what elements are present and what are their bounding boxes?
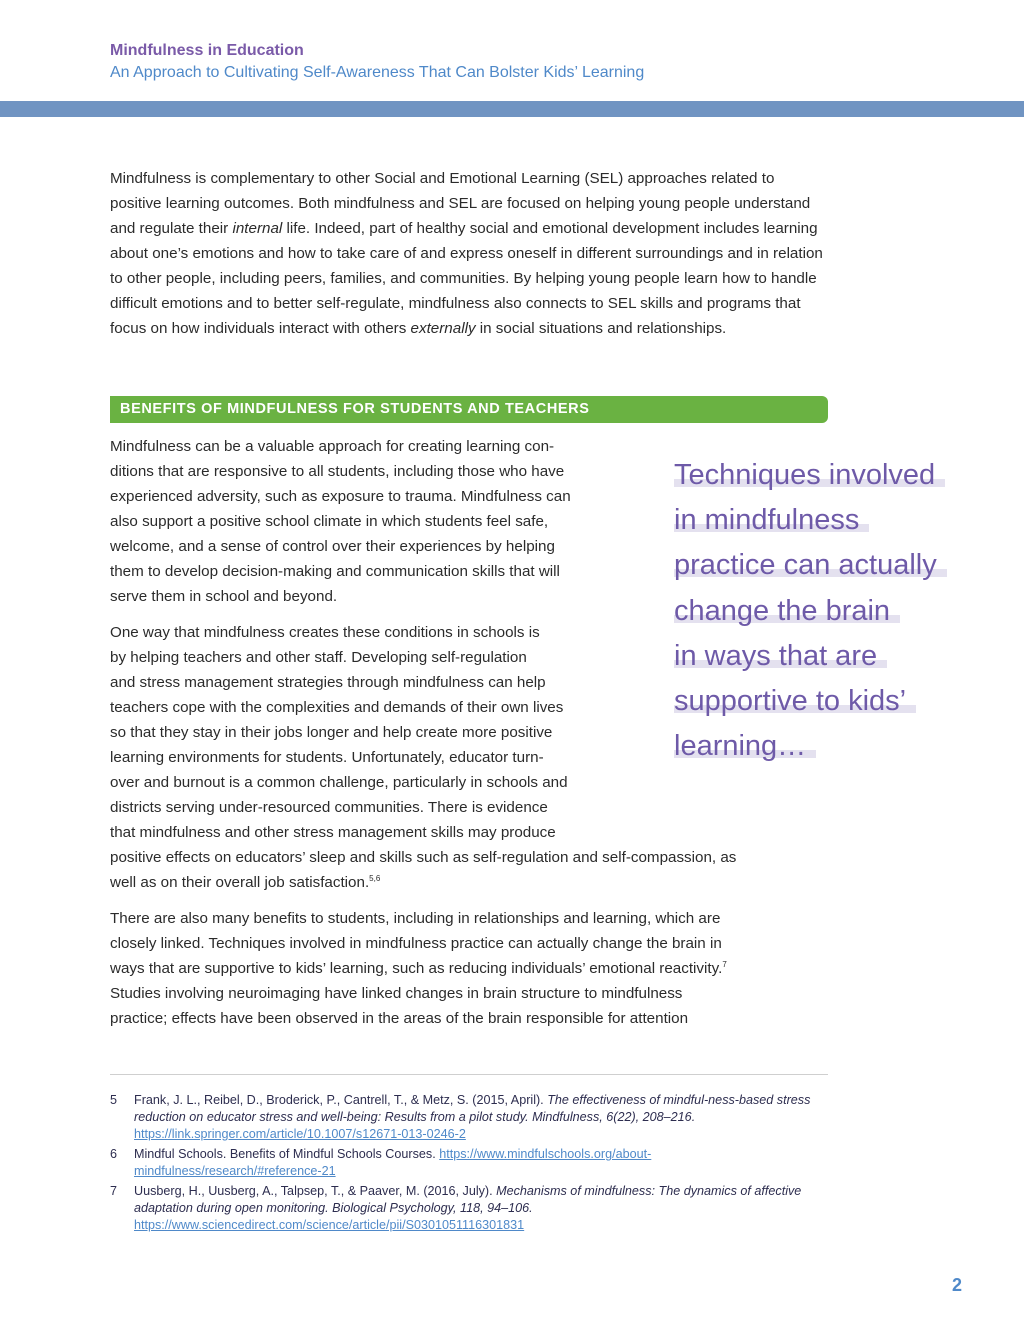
body-paragraph-3 xyxy=(110,906,840,1031)
text-line: teachers cope with the complexities and demands of their own lives xyxy=(110,699,564,716)
footnote-link[interactable]: https://www.mindfulschools.org/about-mindfulness/research/#reference-21 xyxy=(134,1147,652,1178)
pull-quote-line: practice can actually xyxy=(674,549,947,581)
body-paragraph-1 xyxy=(110,434,670,609)
footnote-7 xyxy=(110,1183,828,1234)
header-divider-bar xyxy=(0,101,1024,117)
footnote-link[interactable]: https://www.sciencedirect.com/science/article/pii/S0301051116301831 xyxy=(134,1218,525,1232)
footnote-text: Mindful Schools. Benefits of Mindful Schools Courses. xyxy=(134,1147,440,1161)
footnote-link[interactable]: https://link.springer.com/article/10.1007/s12671-013-0246-2 xyxy=(134,1127,466,1141)
text-line: well as on their overall job satisfaction. xyxy=(110,874,370,891)
section-heading-bar xyxy=(110,396,828,423)
footnote-number: 7 xyxy=(110,1184,118,1198)
footnote-text: Frank, J. L., Reibel, D., Broderick, P., Cantrell, T., & Metz, S. (2015, April). xyxy=(134,1093,548,1107)
text-line: serve them in school and beyond. xyxy=(110,588,338,605)
pull-quote-line: Techniques involved xyxy=(674,459,945,491)
footnote-text: Uusberg, H., Uusberg, A., Talpsep, T., & Paaver, M. (2016, July). xyxy=(134,1184,497,1198)
text-line: so that they stay in their jobs longer and help create more positive xyxy=(110,724,553,741)
footnote-divider xyxy=(110,1074,828,1075)
text-line: also support a positive school climate in which students feel safe, xyxy=(110,513,549,530)
document-subtitle: An Approach to Cultivating Self-Awareness That Can Bolster Kids’ Learning xyxy=(110,64,645,81)
footnote-ref-7[interactable]: 7 xyxy=(722,959,727,969)
text-line: One way that mindfulness creates these conditions in schools is xyxy=(110,624,540,641)
text-line: positive effects on educators’ sleep and skills such as self-regulation and self-compassion, as xyxy=(110,849,737,866)
pull-quote xyxy=(674,453,974,769)
text-line: learning environments for students. Unfortunately, educator turn- xyxy=(110,749,544,766)
text-line: them to develop decision-making and communication skills that will xyxy=(110,563,560,580)
text-line: practice; effects have been observed in the areas of the brain responsible for attention xyxy=(110,1010,689,1027)
text-line: over and burnout is a common challenge, particularly in schools and xyxy=(110,774,568,791)
text-line: There are also many benefits to students, including in relationships and learning, which are xyxy=(110,910,721,927)
text-line: experienced adversity, such as exposure to trauma. Mindfulness can xyxy=(110,488,571,505)
text-line: and stress management strategies through mindfulness can help xyxy=(110,674,546,691)
document-title: Mindfulness in Education xyxy=(110,42,304,59)
section-heading: BENEFITS OF MINDFULNESS FOR STUDENTS AND TEACHERS xyxy=(120,401,590,417)
intro-text-2: life. Indeed, part of healthy social and emotional development includes learning about one’s emotions and how to take care of and express oneself in different surroundings and in relation to other people, including peers, families, and communities. By helping young people learn how to handle difficult emotions and to better self-regulate, mindfulness also connects to SEL skills and programs that focus on how individuals interact with others xyxy=(110,220,823,337)
text-line: by helping teachers and other staff. Developing self-regulation xyxy=(110,649,527,666)
intro-text-1: Mindfulness is complementary to other Social and Emotional Learning (SEL) approaches related to positive learning outcomes. Both mindfulness and SEL are focused on helping young people understand and regulate their xyxy=(110,170,811,237)
intro-emphasis-internal: internal xyxy=(232,220,283,237)
footnote-5 xyxy=(110,1092,828,1143)
text-line: Studies involving neuroimaging have linked changes in brain structure to mindfulness xyxy=(110,985,683,1002)
pull-quote-line: change the brain xyxy=(674,595,900,627)
text-line: ways that are supportive to kids’ learning, such as reducing individuals’ emotional reactivity. xyxy=(110,960,723,977)
text-line: districts serving under-resourced communities. There is evidence xyxy=(110,799,548,816)
pull-quote-line: in ways that are xyxy=(674,640,887,672)
text-line: Mindfulness can be a valuable approach for creating learning con- xyxy=(110,438,555,455)
page-number: 2 xyxy=(952,1275,963,1295)
footnote-title: Mechanisms of mindfulness: The dynamics of affective adaptation during open monitoring. Biological Psychology, 118, 94–106. xyxy=(134,1184,802,1215)
pull-quote-line: supportive to kids’ xyxy=(674,685,916,717)
text-line: that mindfulness and other stress management skills may produce xyxy=(110,824,556,841)
footnote-number: 5 xyxy=(110,1093,118,1107)
text-line: ditions that are responsive to all students, including those who have xyxy=(110,463,565,480)
footnote-title: The effectiveness of mindful-ness-based stress reduction on educator stress and well-being: Results from a pilot study. Mindfulness, 6(22), 208–216. xyxy=(134,1093,811,1124)
intro-text-3: in social situations and relationships. xyxy=(475,320,727,337)
footnote-number: 6 xyxy=(110,1147,118,1161)
intro-emphasis-externally: externally xyxy=(410,320,476,337)
text-line: closely linked. Techniques involved in mindfulness practice can actually change the brain in xyxy=(110,935,722,952)
footnote-ref-5-6[interactable]: 5,6 xyxy=(369,873,381,883)
intro-paragraph xyxy=(110,166,830,341)
pull-quote-line: learning… xyxy=(674,730,816,762)
pull-quote-line: in mindfulness xyxy=(674,504,869,536)
footnote-6 xyxy=(110,1146,828,1180)
text-line: welcome, and a sense of control over their experiences by helping xyxy=(110,538,555,555)
document-header xyxy=(110,40,644,84)
